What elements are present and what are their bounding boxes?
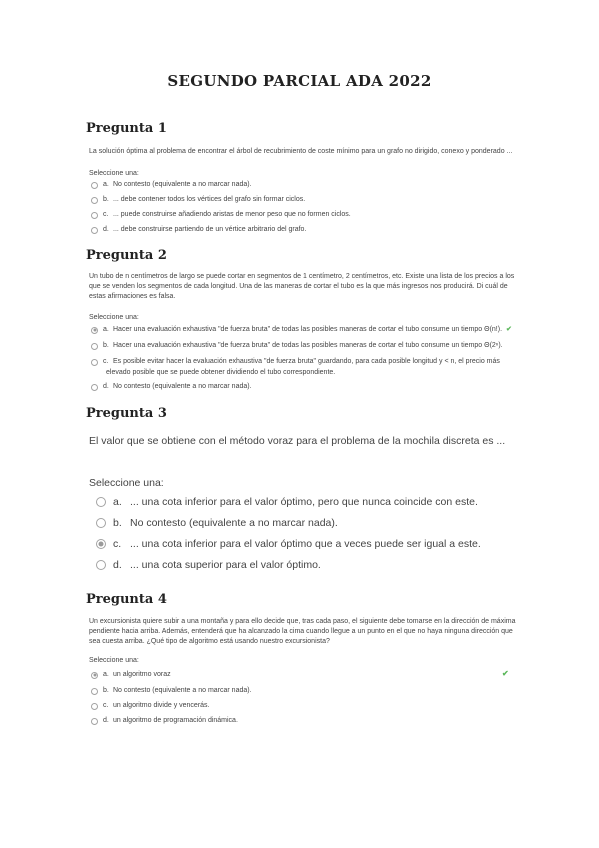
- radio-button-selected[interactable]: [96, 539, 106, 549]
- option-text: un algoritmo divide y vencerás.: [113, 702, 210, 709]
- option-text: No contesto (equivalente a no marcar nada).: [113, 181, 252, 188]
- question-1-option-c[interactable]: [91, 210, 351, 220]
- option-text: ... debe construirse partiendo de un vértice arbitrario del grafo.: [113, 226, 307, 233]
- question-2-option-c[interactable]: [91, 357, 500, 367]
- radio-button-selected[interactable]: [91, 327, 98, 334]
- option-letter: b.: [103, 196, 109, 203]
- option-letter: c.: [113, 538, 122, 550]
- radio-button[interactable]: [91, 384, 98, 391]
- question-1-option-d[interactable]: [91, 225, 306, 235]
- question-1-select-label: Seleccione una:: [89, 170, 139, 177]
- option-text: ... puede construirse añadiendo aristas de menor peso que no formen ciclos.: [113, 211, 351, 218]
- question-4-option-d[interactable]: [91, 716, 238, 726]
- question-4-option-c[interactable]: [91, 701, 210, 711]
- question-3-option-b[interactable]: [96, 516, 338, 530]
- option-text: un algoritmo voraz: [113, 671, 171, 678]
- option-text: Es posible evitar hacer la evaluación exhaustiva "de fuerza bruta" guardando, para cada posible longitud y < n, el precio más: [113, 358, 500, 365]
- radio-button[interactable]: [91, 227, 98, 234]
- option-letter: c.: [103, 702, 109, 709]
- option-letter: a.: [113, 496, 122, 508]
- option-text: Hacer una evaluación exhaustiva "de fuerza bruta" de todas las posibles maneras de cortar el tubo consume un tiempo Θ(2ⁿ).: [113, 342, 503, 349]
- option-text: No contesto (equivalente a no marcar nada).: [113, 687, 252, 694]
- question-2-option-c-continued: [106, 368, 335, 378]
- option-letter: d.: [103, 717, 109, 724]
- option-letter: b.: [113, 517, 122, 529]
- question-3-select-label: Seleccione una:: [89, 477, 164, 489]
- option-letter: b.: [103, 687, 109, 694]
- option-text: ... una cota inferior para el valor óptimo que a veces puede ser igual a este.: [130, 538, 481, 550]
- page-title: SEGUNDO PARCIAL ADA 2022: [167, 72, 432, 90]
- question-1-option-a[interactable]: [91, 180, 252, 190]
- correct-check-icon: ✔: [506, 326, 512, 333]
- option-text: Hacer una evaluación exhaustiva "de fuerza bruta" de todas las posibles maneras de cortar el tubo consume un tiempo Θ(n!).: [113, 326, 503, 333]
- option-letter: a.: [103, 326, 109, 333]
- option-letter: d.: [103, 226, 109, 233]
- question-4-select-label: Seleccione una:: [89, 657, 139, 664]
- question-3-option-d[interactable]: [96, 558, 321, 572]
- radio-button[interactable]: [91, 212, 98, 219]
- radio-button[interactable]: [91, 343, 98, 350]
- question-2-option-d[interactable]: [91, 382, 252, 392]
- radio-button[interactable]: [91, 197, 98, 204]
- option-letter: d.: [103, 383, 109, 390]
- question-4-option-b[interactable]: [91, 686, 252, 696]
- question-2-select-label: Seleccione una:: [89, 314, 139, 321]
- correct-check-icon: ✔: [502, 669, 509, 678]
- radio-button[interactable]: [96, 518, 106, 528]
- question-3-option-c[interactable]: [96, 537, 481, 551]
- option-text: ... una cota superior para el valor óptimo.: [130, 559, 321, 571]
- option-letter: c.: [103, 358, 109, 365]
- option-letter: d.: [113, 559, 122, 571]
- option-text: ... debe contener todos los vértices del grafo sin formar ciclos.: [113, 196, 306, 203]
- question-2-heading: Pregunta 2: [86, 248, 167, 263]
- option-text: No contesto (equivalente a no marcar nada).: [130, 517, 338, 529]
- question-2-option-b[interactable]: [91, 341, 503, 351]
- radio-button[interactable]: [91, 182, 98, 189]
- radio-button[interactable]: [96, 497, 106, 507]
- question-1-option-b[interactable]: [91, 195, 305, 205]
- option-letter: c.: [103, 211, 109, 218]
- radio-button-selected[interactable]: [91, 672, 98, 679]
- radio-button[interactable]: [91, 359, 98, 366]
- option-text: ... una cota inferior para el valor óptimo, pero que nunca coincide con este.: [130, 496, 478, 508]
- question-4-option-a[interactable]: [91, 670, 171, 680]
- option-letter: a.: [103, 671, 109, 678]
- question-3-option-a[interactable]: [96, 495, 478, 509]
- question-1-text: La solución óptima al problema de encontrar el árbol de recubrimiento de coste mínimo para un grafo no dirigido, conexo y ponderado ...: [89, 148, 513, 155]
- option-text: No contesto (equivalente a no marcar nada).: [113, 383, 252, 390]
- option-text: elevado posible que se puede obtener dividiendo el tubo correspondiente.: [106, 369, 336, 376]
- radio-button[interactable]: [91, 688, 98, 695]
- question-2-option-a[interactable]: [91, 325, 512, 335]
- question-4-heading: Pregunta 4: [86, 592, 167, 607]
- radio-button[interactable]: [91, 703, 98, 710]
- option-letter: a.: [103, 181, 109, 188]
- radio-button[interactable]: [91, 718, 98, 725]
- question-3-text: El valor que se obtiene con el método voraz para el problema de la mochila discreta es ...: [89, 435, 506, 447]
- question-1-heading: Pregunta 1: [86, 121, 167, 136]
- question-2-text: Un tubo de n centímetros de largo se puede cortar en segmentos de 1 centímetro, 2 centímetros, etc. Existe una lista de los precios a los que se venden los segmentos de cada longitud. Una de las maneras de cortar el tubo es la que más ingresos nos producirá. Di cuál de estas afirmaciones es falsa.: [89, 273, 515, 300]
- radio-button[interactable]: [96, 560, 106, 570]
- question-3-heading: Pregunta 3: [86, 406, 167, 421]
- question-4-text: Un excursionista quiere subir a una montaña y para ello decide que, tras cada paso, el siguiente debe tomarse en la dirección de máxima pendiente hacia arriba. Además, entenderá que ha alcanzado la cima cuando llegue a un punto en el que no haya ninguna dirección que sea cuesta arriba. ¿Qué tipo de algoritmo está usando nuestro excursionista?: [89, 618, 516, 645]
- option-letter: b.: [103, 342, 109, 349]
- option-text: un algoritmo de programación dinámica.: [113, 717, 238, 724]
